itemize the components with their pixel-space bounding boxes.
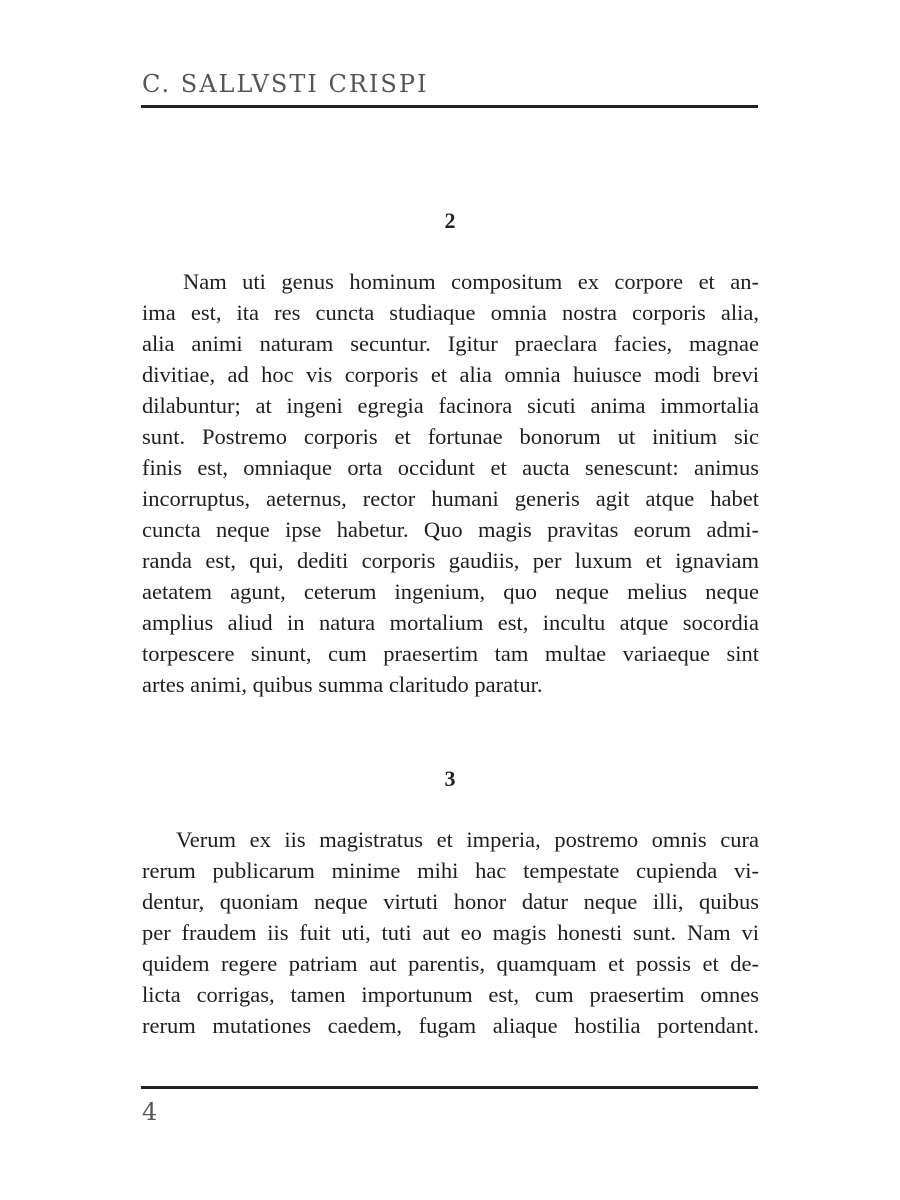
footer-rule — [141, 1086, 758, 1089]
text-line: divitiae, ad hoc vis corporis et alia omnia huiusce modi brevi — [142, 362, 759, 387]
text-line: per fraudem iis fuit uti, tuti aut eo magis honesti sunt. Nam vi — [142, 920, 759, 945]
text-line: licta corrigas, tamen importunum est, cum praesertim omnes — [142, 982, 759, 1007]
text-line: dentur, quoniam neque virtuti honor datur neque illi, quibus — [142, 889, 759, 914]
text-line: quidem regere patriam aut parentis, quamquam et possis et de- — [142, 951, 759, 976]
text-line: dilabuntur; at ingeni egregia facinora sicuti anima immortalia — [142, 393, 759, 418]
header-rule — [141, 105, 758, 108]
text-line: amplius aliud in natura mortalium est, incultu atque socordia — [142, 610, 759, 635]
text-line: torpescere sinunt, cum praesertim tam multae variaeque sint — [142, 641, 759, 666]
text-line: aetatem agunt, ceterum ingenium, quo neque melius neque — [142, 579, 759, 604]
text-line: cuncta neque ipse habetur. Quo magis pravitas eorum admi- — [142, 517, 759, 542]
text-line: artes animi, quibus summa claritudo paratur. — [142, 672, 543, 697]
text-line: incorruptus, aeternus, rector humani generis agit atque habet — [142, 486, 759, 511]
text-line: alia animi naturam secuntur. Igitur praeclara facies, magnae — [142, 331, 759, 356]
text-line: finis est, omniaque orta occidunt et aucta senescunt: animus — [142, 455, 759, 480]
section-number-2: 2 — [444, 208, 456, 233]
text-line: Verum ex iis magistratus et imperia, postremo omnis cura — [176, 827, 759, 852]
section-number-3: 3 — [444, 766, 456, 791]
running-head: C. SALLVSTI CRISPI — [142, 70, 429, 98]
text-line: sunt. Postremo corporis et fortunae bonorum ut initium sic — [142, 424, 759, 449]
text-line: randa est, qui, dediti corporis gaudiis, per luxum et ignaviam — [142, 548, 759, 573]
text-line: rerum publicarum minime mihi hac tempestate cupienda vi- — [142, 858, 759, 883]
text-line: rerum mutationes caedem, fugam aliaque hostilia portendant. — [142, 1013, 759, 1038]
text-line: Nam uti genus hominum compositum ex corpore et an- — [183, 269, 759, 294]
page-number: 4 — [142, 1098, 158, 1126]
text-line: ima est, ita res cuncta studiaque omnia nostra corporis alia, — [142, 300, 759, 325]
